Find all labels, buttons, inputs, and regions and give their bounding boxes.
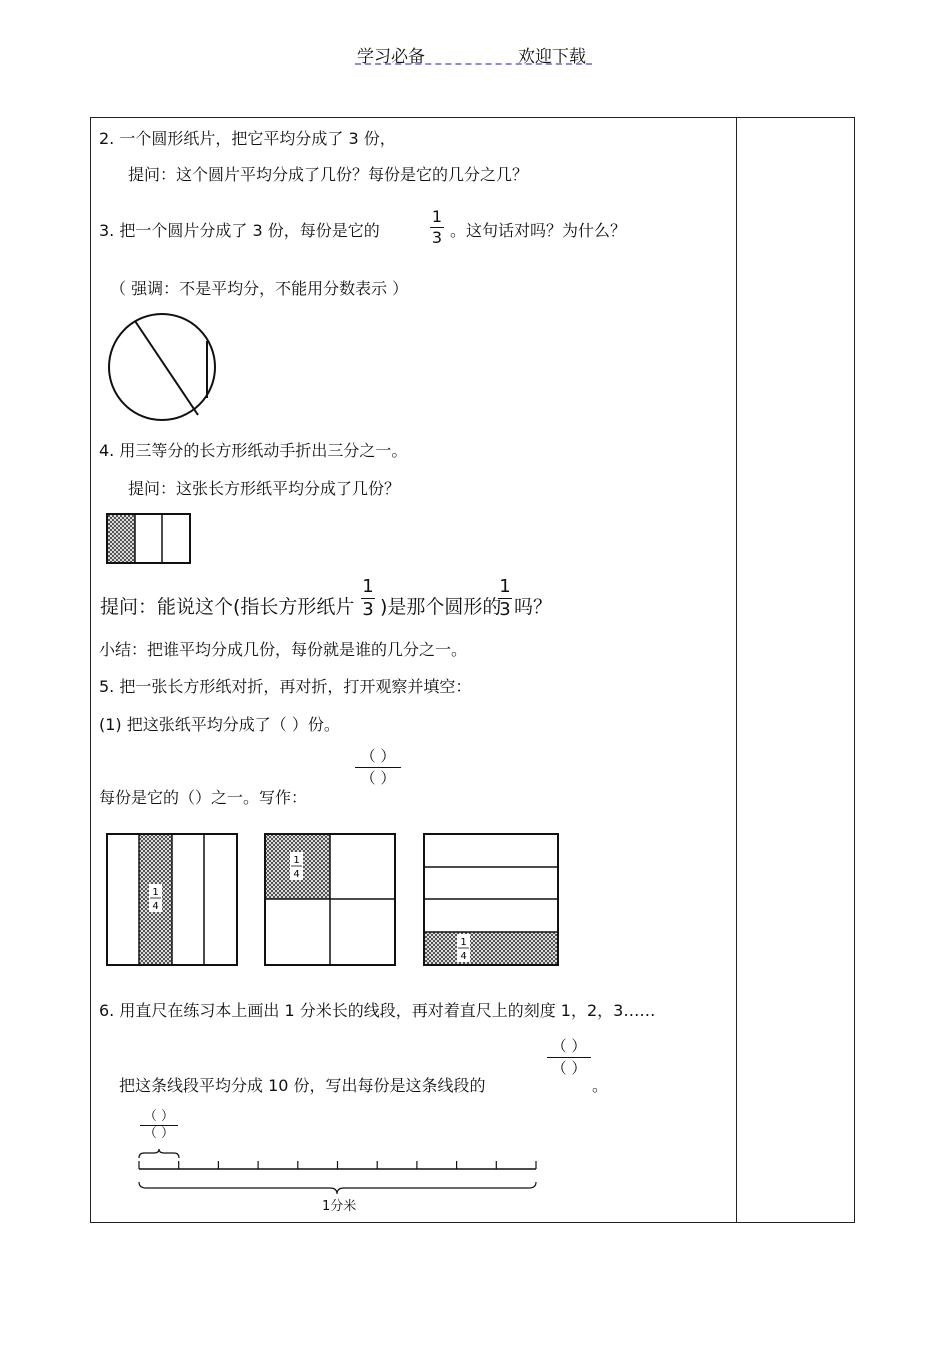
- item6-line2-end: 。: [592, 1076, 609, 1095]
- item5-sub1: (1) 把这张纸平均分成了（ ）份。: [99, 715, 340, 734]
- circle-chord-slanted: [135, 321, 198, 415]
- quarter-diagrams: [104, 831, 564, 971]
- item3-emphasis: （ 强调：不是平均分，不能用分数表示 ）: [110, 279, 409, 298]
- item3-fraction: 1 3: [431, 207, 443, 247]
- shaded-third: [107, 514, 135, 563]
- diagram-vertical-quarters: [107, 834, 237, 965]
- bold-question-fraction2: 1 3: [499, 576, 511, 620]
- label-b-num: 1: [293, 855, 300, 866]
- bold-question-a: 提问：能说这个(指长方形纸片: [100, 596, 355, 618]
- bold-question-c: 吗？: [514, 596, 553, 618]
- item3-suffix: 。这句话对吗？为什么？: [450, 221, 627, 240]
- item2-question: 提问：这个圆片平均分成了几份？每份是它的几分之几？: [128, 165, 529, 184]
- item4-line: 4. 用三等分的长方形纸动手折出三分之一。: [99, 441, 408, 460]
- item5-sub2: 每份是它的（）之一。写作：: [99, 788, 308, 807]
- bold-question-fraction1: 1 3: [362, 576, 374, 620]
- rectangle-thirds-figure: [105, 512, 193, 566]
- diagram-grid-quarters: [265, 834, 395, 965]
- summary: 小结：把谁平均分成几份，每份就是谁的几分之一。: [99, 640, 468, 659]
- ruler-label: 1分米: [322, 1199, 357, 1214]
- circle-outline: [109, 314, 215, 420]
- item3-prefix: 3. 把一个圆片分成了 3 份，每份是它的: [99, 221, 380, 240]
- header-left: 学习必备: [357, 47, 425, 67]
- item6-line1: 6. 用直尺在练习本上画出 1 分米长的线段，再对着直尺上的刻度 1，2，3……: [99, 1001, 656, 1020]
- ruler-figure: [132, 1148, 544, 1196]
- total-brace: [139, 1182, 536, 1194]
- item2-line: 2. 一个圆形纸片，把它平均分成了 3 份，: [99, 129, 396, 148]
- label-a-num: 1: [152, 887, 159, 898]
- ruler-ticks: [139, 1161, 536, 1169]
- label-b-den: 4: [293, 869, 300, 880]
- label-c-num: 1: [460, 937, 467, 948]
- item6-blank-fraction: （ ） （ ）: [547, 1038, 591, 1077]
- diagram-horizontal-quarters: [424, 834, 558, 965]
- item5-blank-fraction: （ ） （ ）: [355, 748, 401, 787]
- divided-circle-figure: [105, 310, 220, 422]
- column-divider: [736, 117, 737, 1223]
- ruler-blank-fraction: （ ） （ ）: [140, 1110, 178, 1141]
- header-right: 欢迎下载: [518, 47, 586, 67]
- label-a-den: 4: [152, 901, 159, 912]
- header-underline: [355, 63, 592, 65]
- label-c-den: 4: [460, 951, 467, 962]
- item5-line: 5. 把一张长方形纸对折，再对折，打开观察并填空：: [99, 677, 472, 696]
- segment-brace: [139, 1149, 179, 1158]
- item6-line2: 把这条线段平均分成 10 份，写出每份是这条线段的: [119, 1076, 486, 1095]
- bold-question-b: )是那个圆形的: [380, 596, 502, 618]
- item4-question: 提问：这张长方形纸平均分成了几份？: [128, 479, 401, 498]
